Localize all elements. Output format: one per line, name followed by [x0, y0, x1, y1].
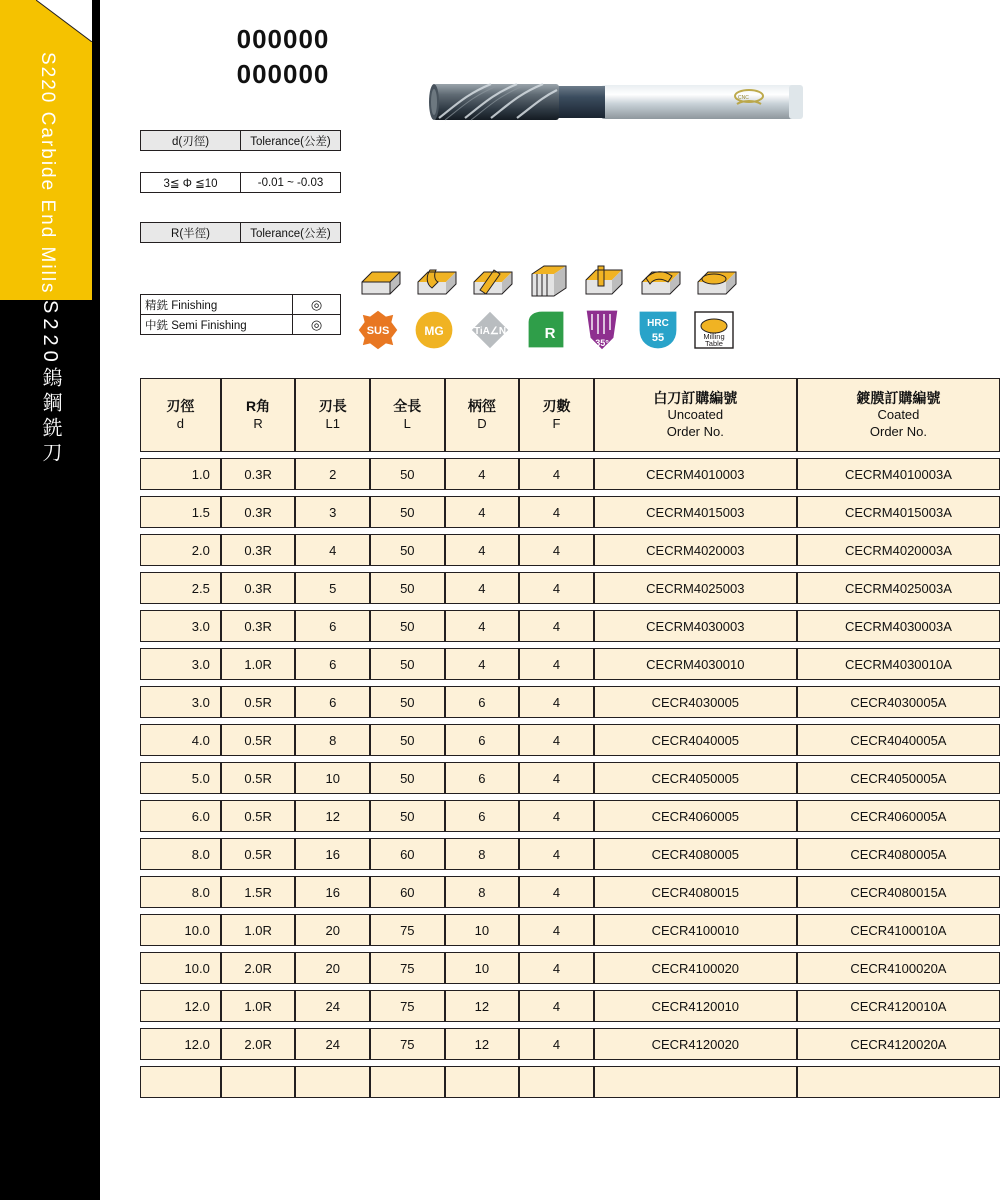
header-flute-count-sym: F	[552, 415, 561, 431]
cell-overall-length: 50	[370, 724, 445, 756]
cell-corner-radius: 0.5R	[221, 686, 296, 718]
cell-coated-order-no: CECR4120020A	[797, 1028, 1000, 1060]
table-row	[141, 295, 341, 315]
cell-flute-count: 4	[519, 458, 594, 490]
cell-overall-length: 50	[370, 762, 445, 794]
header-shank-diameter	[445, 378, 520, 452]
header-uncoated-order-no	[594, 378, 797, 452]
cell-flute-count: 4	[519, 876, 594, 908]
cell-corner-radius	[221, 1066, 296, 1098]
cell-flute-count: 4	[519, 762, 594, 794]
cell-uncoated-order-no: CECR4120020	[594, 1028, 797, 1060]
cell-coated-order-no: CECR4080015A	[797, 876, 1000, 908]
cell-uncoated-order-no: CECR4060005	[594, 800, 797, 832]
hardness-badge-label-value: 55	[651, 332, 665, 344]
table-row	[140, 686, 1000, 718]
tolerance-d-range: 3≦ Φ ≦10	[141, 173, 241, 193]
semi-finishing-symbol: ◎	[293, 315, 341, 335]
header-uncoated-en: Uncoated	[667, 407, 724, 423]
cell-cutting-diameter: 10.0	[140, 914, 221, 946]
cell-shank-diameter: 4	[445, 610, 520, 642]
cell-shank-diameter	[445, 1066, 520, 1098]
spec-table-header-row	[140, 378, 1000, 452]
cell-overall-length: 75	[370, 952, 445, 984]
cell-overall-length: 75	[370, 1028, 445, 1060]
hardness-badge-label-hrc: HRC	[647, 318, 669, 329]
cell-uncoated-order-no: CECRM4020003	[594, 534, 797, 566]
cell-cutting-diameter: 3.0	[140, 648, 221, 680]
header-cutting-diameter	[140, 378, 221, 452]
milling-table-badge-shape	[692, 308, 736, 352]
cell-coated-order-no: CECRM4030003A	[797, 610, 1000, 642]
cell-uncoated-order-no: CECR4080005	[594, 838, 797, 870]
finishing-symbol: ◎	[293, 295, 341, 315]
cell-corner-radius: 1.0R	[221, 990, 296, 1022]
cell-uncoated-order-no: CECRM4030003	[594, 610, 797, 642]
header-flute-length-sym: L1	[325, 415, 340, 431]
cell-flute-count: 4	[519, 648, 594, 680]
cell-corner-radius: 0.5R	[221, 724, 296, 756]
left-spine	[0, 0, 100, 1200]
cell-coated-order-no	[797, 1066, 1000, 1098]
cell-coated-order-no: CECRM4015003A	[797, 496, 1000, 528]
cell-flute-length: 8	[295, 724, 370, 756]
cell-flute-count: 4	[519, 990, 594, 1022]
cell-uncoated-order-no: CECR4040005	[594, 724, 797, 756]
header-coated-en2: Order No.	[869, 424, 927, 440]
cell-flute-length: 6	[295, 610, 370, 642]
cell-shank-diameter: 4	[445, 496, 520, 528]
header-shank-diameter-sym: D	[477, 415, 487, 431]
finishing-label: 精銑 Finishing	[141, 295, 293, 315]
header-cutting-diameter-sym: d	[176, 415, 185, 431]
tab-corner-fold-line	[36, 0, 92, 42]
cell-shank-diameter: 12	[445, 1028, 520, 1060]
table-row	[140, 1066, 1000, 1098]
cell-shank-diameter: 8	[445, 876, 520, 908]
cell-cutting-diameter: 3.0	[140, 610, 221, 642]
cell-corner-radius: 2.0R	[221, 1028, 296, 1060]
cell-flute-count: 4	[519, 686, 594, 718]
table-row	[140, 914, 1000, 946]
finishing-capability-table	[140, 294, 341, 335]
helix-angle-badge-shape	[580, 308, 624, 352]
cell-flute-length: 4	[295, 534, 370, 566]
cell-cutting-diameter: 4.0	[140, 724, 221, 756]
cell-shank-diameter: 4	[445, 534, 520, 566]
cell-flute-count: 4	[519, 952, 594, 984]
cell-corner-radius: 0.3R	[221, 458, 296, 490]
tolerance-d-col2-header: Tolerance(公差)	[241, 131, 341, 151]
cell-flute-count: 4	[519, 838, 594, 870]
cell-corner-radius: 1.0R	[221, 914, 296, 946]
corner-radius-badge	[524, 308, 568, 352]
cell-shank-diameter: 6	[445, 762, 520, 794]
hardness-badge	[636, 308, 680, 352]
cell-coated-order-no: CECR4060005A	[797, 800, 1000, 832]
table-row	[140, 534, 1000, 566]
cell-overall-length: 50	[370, 572, 445, 604]
tialn-coating-badge-shape	[468, 308, 512, 352]
cell-coated-order-no: CECRM4025003A	[797, 572, 1000, 604]
header-shank-diameter-zh: 柄徑	[467, 398, 496, 415]
cell-shank-diameter: 10	[445, 952, 520, 984]
cell-shank-diameter: 4	[445, 458, 520, 490]
table-row	[141, 315, 341, 335]
cell-uncoated-order-no: CECRM4030010	[594, 648, 797, 680]
table-row	[140, 876, 1000, 908]
cell-flute-count: 4	[519, 914, 594, 946]
milling-table-badge	[692, 308, 736, 352]
cell-coated-order-no: CECRM4020003A	[797, 534, 1000, 566]
side-milling-icon	[526, 260, 570, 302]
operation-pictogram-row	[358, 260, 758, 310]
hardness-badge-shape	[636, 308, 680, 352]
cell-corner-radius: 0.5R	[221, 838, 296, 870]
cell-overall-length: 50	[370, 496, 445, 528]
header-overall-length-sym: L	[403, 415, 411, 431]
cell-flute-length: 10	[295, 762, 370, 794]
cell-overall-length: 60	[370, 876, 445, 908]
cell-flute-length: 6	[295, 648, 370, 680]
helix-angle-badge-label: 35°	[595, 338, 609, 348]
table-row	[140, 990, 1000, 1022]
cell-cutting-diameter: 12.0	[140, 990, 221, 1022]
cell-corner-radius: 0.3R	[221, 572, 296, 604]
cell-corner-radius: 0.5R	[221, 762, 296, 794]
header-uncoated-en2: Order No.	[666, 424, 724, 440]
header-flute-count-zh: 刃數	[542, 398, 571, 415]
sus-material-badge-shape	[356, 308, 400, 352]
product-code-line-2: 000000	[236, 59, 330, 90]
cell-coated-order-no: CECR4030005A	[797, 686, 1000, 718]
cell-overall-length: 50	[370, 610, 445, 642]
cell-cutting-diameter: 8.0	[140, 838, 221, 870]
table-row	[140, 572, 1000, 604]
cell-corner-radius: 1.5R	[221, 876, 296, 908]
cell-flute-count: 4	[519, 534, 594, 566]
cell-shank-diameter: 6	[445, 686, 520, 718]
cell-coated-order-no: CECR4050005A	[797, 762, 1000, 794]
cell-cutting-diameter: 3.0	[140, 686, 221, 718]
header-flute-length-zh: 刃長	[318, 398, 347, 415]
cell-uncoated-order-no: CECR4100020	[594, 952, 797, 984]
cell-shank-diameter: 6	[445, 724, 520, 756]
cell-flute-length: 2	[295, 458, 370, 490]
cell-flute-count: 4	[519, 572, 594, 604]
cell-flute-length: 24	[295, 990, 370, 1022]
cell-overall-length: 75	[370, 914, 445, 946]
header-coated-zh: 鍍膜訂購編號	[856, 390, 941, 407]
tialn-coating-badge-label: TiA∠N	[473, 326, 507, 337]
cell-coated-order-no: CECR4080005A	[797, 838, 1000, 870]
cell-corner-radius: 0.3R	[221, 610, 296, 642]
header-flute-count	[519, 378, 594, 452]
table-row	[140, 838, 1000, 870]
corner-radius-badge-shape	[524, 308, 568, 352]
milling-table-badge-label-2: Table	[705, 339, 723, 348]
tolerance-d-col1-header: d(刃徑)	[141, 131, 241, 151]
tolerance-r-col1-header: R(半徑)	[141, 223, 241, 243]
cell-shank-diameter: 10	[445, 914, 520, 946]
cell-flute-length: 6	[295, 686, 370, 718]
cell-uncoated-order-no: CECR4100010	[594, 914, 797, 946]
feature-badge-row	[356, 308, 736, 352]
cell-coated-order-no: CECR4100010A	[797, 914, 1000, 946]
cell-shank-diameter: 8	[445, 838, 520, 870]
cell-flute-length	[295, 1066, 370, 1098]
header-coated-order-no	[797, 378, 1000, 452]
header-overall-length	[370, 378, 445, 452]
cell-flute-length: 16	[295, 876, 370, 908]
cell-uncoated-order-no: CECRM4025003	[594, 572, 797, 604]
cell-corner-radius: 0.3R	[221, 534, 296, 566]
cell-flute-length: 12	[295, 800, 370, 832]
cell-cutting-diameter: 1.5	[140, 496, 221, 528]
contour-milling-icon	[694, 260, 738, 302]
cell-flute-count: 4	[519, 496, 594, 528]
cell-flute-count: 4	[519, 1028, 594, 1060]
cell-uncoated-order-no: CECRM4015003	[594, 496, 797, 528]
product-code-line-1: 000000	[236, 24, 330, 54]
table-row	[140, 648, 1000, 680]
plunge-milling-icon	[582, 260, 626, 302]
spine-title-chinese: S220鎢鋼銑刀	[39, 300, 61, 467]
cell-coated-order-no: CECRM4030010A	[797, 648, 1000, 680]
sus-material-badge	[356, 308, 400, 352]
cell-corner-radius: 2.0R	[221, 952, 296, 984]
cell-cutting-diameter: 2.0	[140, 534, 221, 566]
cell-flute-count: 4	[519, 724, 594, 756]
cell-overall-length: 50	[370, 534, 445, 566]
cell-flute-length: 3	[295, 496, 370, 528]
header-overall-length-zh: 全長	[393, 398, 422, 415]
profile-milling-icon	[638, 260, 682, 302]
cell-uncoated-order-no: CECRM4010003	[594, 458, 797, 490]
tialn-coating-badge	[468, 308, 512, 352]
tolerance-d-header-table	[140, 130, 341, 151]
spine-title-english: S220 Carbide End Mills	[37, 52, 58, 295]
cell-overall-length: 75	[370, 990, 445, 1022]
table-row	[140, 610, 1000, 642]
cell-cutting-diameter: 2.5	[140, 572, 221, 604]
header-uncoated-zh: 白刀訂購編號	[653, 390, 738, 407]
cell-uncoated-order-no: CECR4050005	[594, 762, 797, 794]
sus-material-badge-label: SUS	[366, 325, 390, 337]
header-cutting-diameter-zh: 刃徑	[166, 398, 195, 415]
cell-flute-length: 20	[295, 952, 370, 984]
table-row	[140, 458, 1000, 490]
semi-finishing-label: 中銑 Semi Finishing	[141, 315, 293, 335]
cell-corner-radius: 0.3R	[221, 496, 296, 528]
helical-milling-icon	[470, 260, 514, 302]
table-row	[140, 724, 1000, 756]
mg-material-badge-shape	[412, 308, 456, 352]
cell-overall-length	[370, 1066, 445, 1098]
cell-coated-order-no: CECRM4010003A	[797, 458, 1000, 490]
cell-cutting-diameter: 1.0	[140, 458, 221, 490]
specification-table	[140, 372, 1000, 1104]
cell-uncoated-order-no: CECR4080015	[594, 876, 797, 908]
tolerance-r-col2-header: Tolerance(公差)	[241, 223, 341, 243]
header-flute-length	[295, 378, 370, 452]
carbide-end-mill-photo	[405, 60, 825, 160]
table-row	[140, 800, 1000, 832]
cell-cutting-diameter	[140, 1066, 221, 1098]
ramping-icon	[414, 260, 458, 302]
cell-corner-radius: 0.5R	[221, 800, 296, 832]
cell-flute-length: 24	[295, 1028, 370, 1060]
mg-material-badge	[412, 308, 456, 352]
table-row	[140, 762, 1000, 794]
tolerance-d-value: -0.01 ~ -0.03	[241, 173, 341, 193]
tolerance-r-header-table	[140, 222, 341, 243]
cell-overall-length: 50	[370, 800, 445, 832]
cell-overall-length: 50	[370, 458, 445, 490]
cell-flute-count: 4	[519, 800, 594, 832]
header-corner-radius-sym: R	[253, 415, 263, 431]
svg-text:CNC: CNC	[738, 95, 749, 101]
cell-coated-order-no: CECR4120010A	[797, 990, 1000, 1022]
cell-flute-count	[519, 1066, 594, 1098]
cell-shank-diameter: 6	[445, 800, 520, 832]
cell-cutting-diameter: 12.0	[140, 1028, 221, 1060]
cell-flute-length: 5	[295, 572, 370, 604]
slot-milling-icon	[358, 260, 402, 302]
header-coated-en: Coated	[877, 407, 920, 423]
cell-uncoated-order-no: CECR4120010	[594, 990, 797, 1022]
cell-overall-length: 60	[370, 838, 445, 870]
cell-flute-length: 16	[295, 838, 370, 870]
cell-uncoated-order-no	[594, 1066, 797, 1098]
product-code-block	[168, 22, 398, 92]
cell-shank-diameter: 12	[445, 990, 520, 1022]
milling-table-badge-label-1: Milling	[703, 332, 725, 341]
cell-flute-count: 4	[519, 610, 594, 642]
cell-flute-length: 20	[295, 914, 370, 946]
cell-shank-diameter: 4	[445, 572, 520, 604]
cell-corner-radius: 1.0R	[221, 648, 296, 680]
cell-uncoated-order-no: CECR4030005	[594, 686, 797, 718]
header-corner-radius	[221, 378, 296, 452]
tolerance-d-value-table	[140, 172, 341, 193]
cell-cutting-diameter: 6.0	[140, 800, 221, 832]
cell-cutting-diameter: 10.0	[140, 952, 221, 984]
cell-overall-length: 50	[370, 686, 445, 718]
table-row	[140, 496, 1000, 528]
cell-shank-diameter: 4	[445, 648, 520, 680]
cell-coated-order-no: CECR4100020A	[797, 952, 1000, 984]
header-corner-radius-zh: R角	[246, 398, 271, 415]
corner-radius-badge-label: R	[544, 325, 556, 342]
cell-cutting-diameter: 8.0	[140, 876, 221, 908]
table-row	[140, 952, 1000, 984]
cell-cutting-diameter: 5.0	[140, 762, 221, 794]
mg-material-badge-label: MG	[424, 324, 444, 338]
cell-coated-order-no: CECR4040005A	[797, 724, 1000, 756]
cell-overall-length: 50	[370, 648, 445, 680]
table-row	[140, 1028, 1000, 1060]
helix-angle-badge	[580, 308, 624, 352]
